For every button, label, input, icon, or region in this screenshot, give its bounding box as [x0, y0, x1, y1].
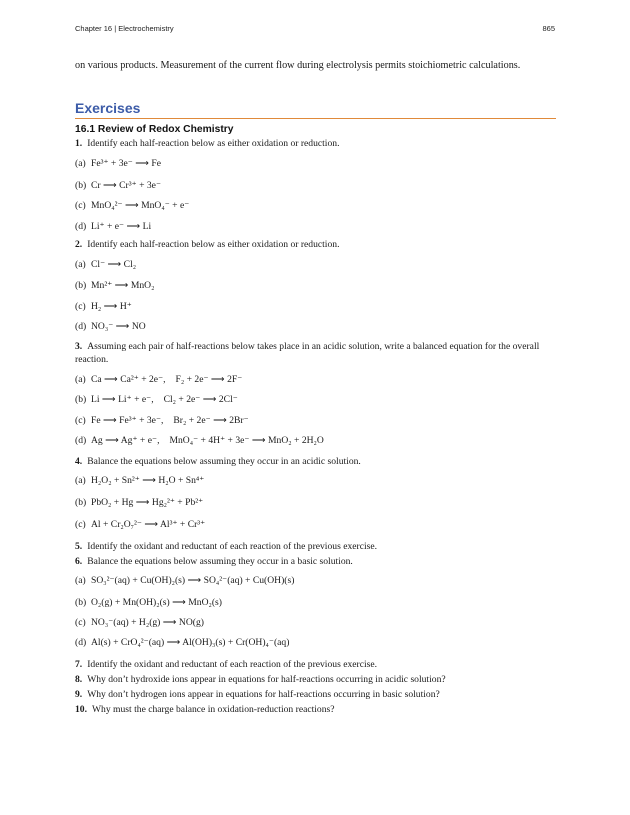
- question-text: Identify each half-reaction below as either oxidation or reduction.: [87, 138, 340, 149]
- question-number: 9.: [75, 689, 83, 700]
- subsection-title: 16.1 Review of Redox Chemistry: [75, 124, 234, 135]
- question-4: [75, 456, 551, 469]
- equation: NO₃⁻(aq) + H₂(g) ⟶ NO(g): [91, 617, 204, 628]
- equation: Li ⟶ Li⁺ + e⁻,: [91, 394, 154, 405]
- question-number: 6.: [75, 556, 83, 567]
- question-1-part-b: (b) Cr ⟶ Cr³⁺ + 3e⁻: [75, 180, 162, 191]
- equation: Fe³⁺ + 3e⁻ ⟶ Fe: [91, 158, 162, 169]
- question-3-part-b: (b) Li ⟶ Li⁺ + e⁻, Cl₂ + 2e⁻ ⟶ 2Cl⁻: [75, 394, 238, 405]
- question-number: 3.: [75, 341, 83, 352]
- question-number: 8.: [75, 674, 83, 685]
- equation: Li⁺ + e⁻ ⟶ Li: [91, 221, 152, 232]
- equation-second: Br₂ + 2e⁻ ⟶ 2Br⁻: [173, 415, 249, 426]
- question-6: [75, 556, 551, 569]
- question-text: Why don’t hydroxide ions appear in equations for half-reactions occurring in acidic solution?: [87, 674, 446, 685]
- question-4-part-a: (a) H₂O₂ + Sn²⁺ ⟶ H₂O + Sn⁴⁺: [75, 475, 205, 486]
- equation: Fe ⟶ Fe³⁺ + 3e⁻,: [91, 415, 164, 426]
- equation: Cl⁻ ⟶ Cl₂: [91, 259, 137, 270]
- equation: MnO₄²⁻ ⟶ MnO₄⁻ + e⁻: [91, 200, 190, 211]
- question-number: 1.: [75, 138, 83, 149]
- equation: H₂O₂ + Sn²⁺ ⟶ H₂O + Sn⁴⁺: [91, 475, 205, 486]
- equation: PbO₂ + Hg ⟶ Hg₂²⁺ + Pb²⁺: [91, 497, 204, 508]
- question-6-part-a: (a) SO₃²⁻(aq) + Cu(OH)₂(s) ⟶ SO₄²⁻(aq) + Cu(OH)(s): [75, 575, 295, 586]
- question-text: Why must the charge balance in oxidation-reduction reactions?: [92, 704, 335, 715]
- question-2: [75, 239, 551, 252]
- equation: H₂ ⟶ H⁺: [91, 301, 132, 312]
- section-title: Exercises: [75, 100, 141, 116]
- question-text: Identify each half-reaction below as either oxidation or reduction.: [87, 239, 340, 250]
- question-3-part-a: (a) Ca ⟶ Ca²⁺ + 2e⁻, F₂ + 2e⁻ ⟶ 2F⁻: [75, 374, 243, 385]
- equation: Mn²⁺ ⟶ MnO₂: [91, 280, 155, 291]
- question-text: Balance the equations below assuming they occur in an acidic solution.: [87, 456, 361, 467]
- question-text: Why don’t hydrogen ions appear in equations for half-reactions occurring in basic solution?: [87, 689, 440, 700]
- equation: Ag ⟶ Ag⁺ + e⁻,: [91, 435, 160, 446]
- question-1: [75, 138, 551, 151]
- equation: Ca ⟶ Ca²⁺ + 2e⁻,: [91, 374, 166, 385]
- question-2-part-c: (c) H₂ ⟶ H⁺: [75, 301, 132, 312]
- question-3-part-d: (d) Ag ⟶ Ag⁺ + e⁻, MnO₄⁻ + 4H⁺ + 3e⁻ ⟶ MnO₂ + 2H₂O: [75, 435, 324, 446]
- question-number: 4.: [75, 456, 83, 467]
- question-1-part-c: (c) MnO₄²⁻ ⟶ MnO₄⁻ + e⁻: [75, 200, 190, 211]
- question-9: [75, 689, 551, 702]
- question-2-part-b: (b) Mn²⁺ ⟶ MnO₂: [75, 280, 155, 291]
- question-6-part-d: (d) Al(s) + CrO₄²⁻(aq) ⟶ Al(OH)₃(s) + Cr(OH)₄⁻(aq): [75, 637, 290, 648]
- equation: Al + Cr₂O₇²⁻ ⟶ Al³⁺ + Cr³⁺: [91, 519, 206, 530]
- chapter-header: Chapter 16 | Electrochemistry: [75, 24, 174, 33]
- question-7: [75, 659, 551, 672]
- question-3-part-c: (c) Fe ⟶ Fe³⁺ + 3e⁻, Br₂ + 2e⁻ ⟶ 2Br⁻: [75, 415, 249, 426]
- question-6-part-c: (c) NO₃⁻(aq) + H₂(g) ⟶ NO(g): [75, 617, 204, 628]
- question-1-part-d: (d) Li⁺ + e⁻ ⟶ Li: [75, 221, 152, 232]
- question-1-part-a: (a) Fe³⁺ + 3e⁻ ⟶ Fe: [75, 158, 162, 169]
- question-number: 5.: [75, 541, 83, 552]
- question-6-part-b: (b) O₂(g) + Mn(OH)₂(s) ⟶ MnO₂(s): [75, 597, 222, 608]
- question-text: Assuming each pair of half-reactions below takes place in an acidic solution, write a balanced equation for the overall reaction.: [75, 341, 540, 365]
- question-text: Identify the oxidant and reductant of each reaction of the previous exercise.: [87, 659, 378, 670]
- question-number: 2.: [75, 239, 83, 250]
- equation: Al(s) + CrO₄²⁻(aq) ⟶ Al(OH)₃(s) + Cr(OH)₄⁻(aq): [91, 637, 290, 648]
- question-2-part-a: (a) Cl⁻ ⟶ Cl₂: [75, 259, 137, 270]
- page-number: 865: [542, 24, 555, 33]
- equation-second: MnO₄⁻ + 4H⁺ + 3e⁻ ⟶ MnO₂ + 2H₂O: [169, 435, 324, 446]
- question-4-part-c: (c) Al + Cr₂O₇²⁻ ⟶ Al³⁺ + Cr³⁺: [75, 519, 206, 530]
- equation: Cr ⟶ Cr³⁺ + 3e⁻: [91, 180, 162, 191]
- question-text: Identify the oxidant and reductant of each reaction of the previous exercise.: [87, 541, 378, 552]
- section-divider: [75, 118, 556, 119]
- question-8: [75, 674, 551, 687]
- equation: O₂(g) + Mn(OH)₂(s) ⟶ MnO₂(s): [91, 597, 222, 608]
- question-4-part-b: (b) PbO₂ + Hg ⟶ Hg₂²⁺ + Pb²⁺: [75, 497, 204, 508]
- question-3: [75, 341, 551, 366]
- intro-paragraph: on various products. Measurement of the current flow during electrolysis permits stoichiometric calculations.: [75, 60, 521, 71]
- equation: NO₃⁻ ⟶ NO: [91, 321, 146, 332]
- equation: SO₃²⁻(aq) + Cu(OH)₂(s) ⟶ SO₄²⁻(aq) + Cu(OH)(s): [91, 575, 295, 586]
- question-10: [75, 704, 551, 717]
- equation-second: F₂ + 2e⁻ ⟶ 2F⁻: [175, 374, 243, 385]
- question-number: 7.: [75, 659, 83, 670]
- equation-second: Cl₂ + 2e⁻ ⟶ 2Cl⁻: [163, 394, 238, 405]
- question-text: Balance the equations below assuming they occur in a basic solution.: [87, 556, 353, 567]
- question-number: 10.: [75, 704, 87, 715]
- question-5: [75, 541, 551, 554]
- question-2-part-d: (d) NO₃⁻ ⟶ NO: [75, 321, 146, 332]
